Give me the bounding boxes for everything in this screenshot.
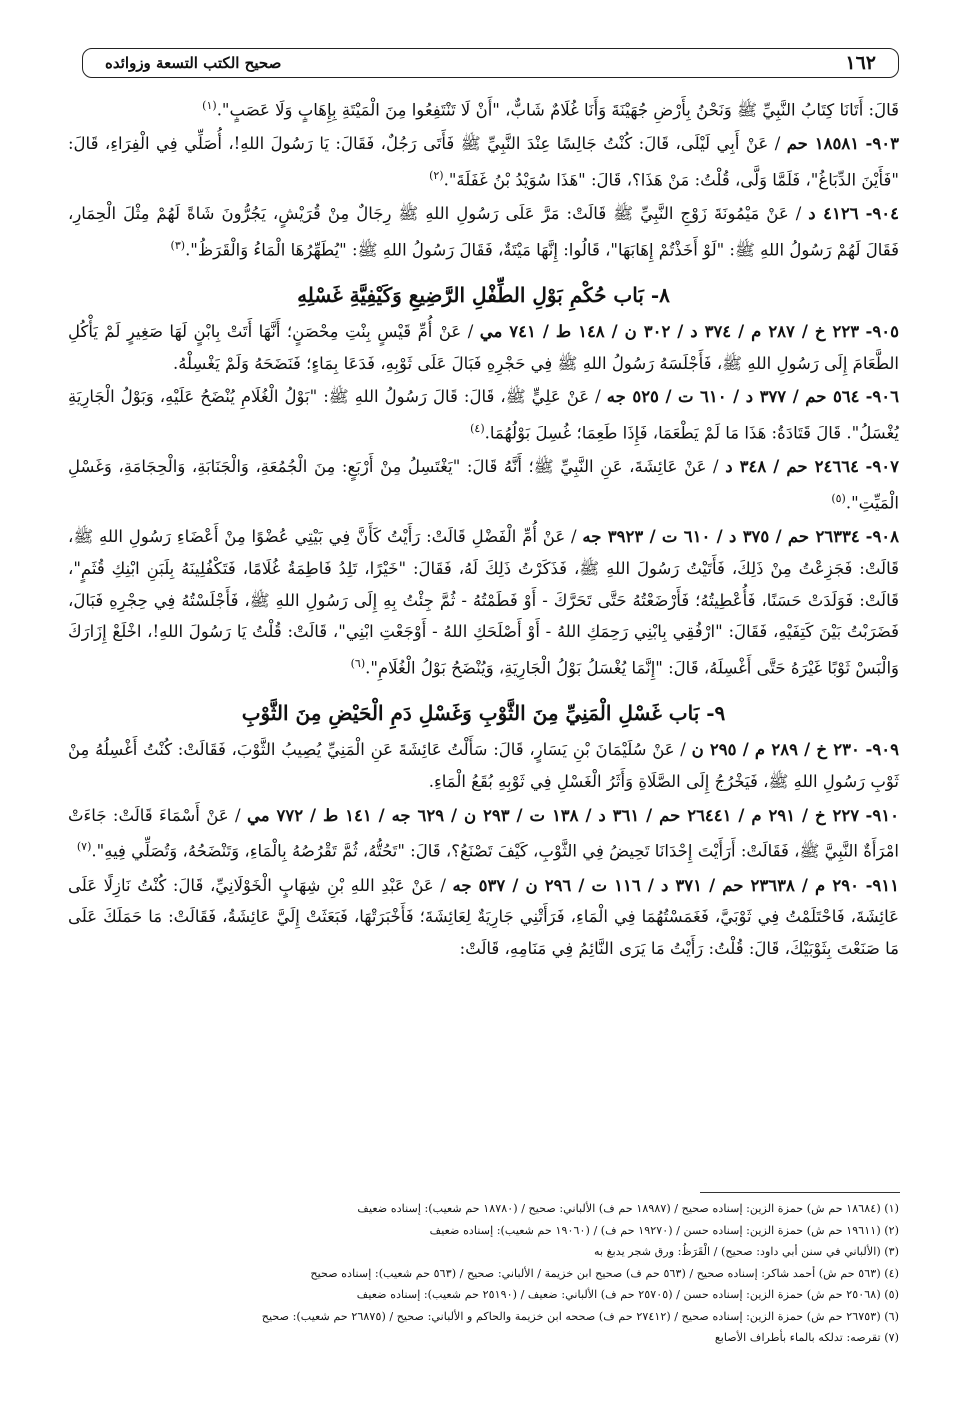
hadith-references: ٢٣٠ خ / ٢٨٩ م / ٢٩٥ ن	[691, 740, 860, 760]
hadith-text: / عَنْ مَيْمُونَةَ زَوْجِ النَّبِيِّ ﷺ قَالَتْ: مَرَّ عَلَى رَسُولِ اللهِ ﷺ رِجَالٌ مِنْ قُرَيْشٍ، يَجُرُّونَ شَاةً لَهُمْ مِثْلَ الْحِمَارِ، فَقَالَ لَهُمْ رَسُولُ اللهِ ﷺ: "لَوْ أَخَذْتُمْ إِهَابَهَا"، قَالُوا: إِنَّهَا مَيْتَةٌ، فَقَالَ رَسُولُ اللهِ ﷺ: "يُطَهِّرُهَا الْمَاءُ وَالْقَرَظُ".	[68, 204, 899, 260]
footnote-marker[interactable]: (٧)	[76, 840, 92, 854]
footnote-2: (٢) (١٩٦١١ حم ش) حمزة الزين: إسناده حسن / (١٩٢٧٠ حم ف) / (١٩٠٦٠ حم شعيب): إسناده ضعيف	[429, 1223, 899, 1237]
hadith-references: ١٨٥٨١ حم	[786, 134, 860, 154]
book-title: صحيح الكتب التسعة وزوائده	[105, 54, 282, 72]
hadith-903	[68, 128, 899, 196]
hadith-911	[68, 870, 899, 965]
footnotes	[68, 1198, 899, 1408]
hadith-number: ٩٠٩-	[865, 740, 899, 760]
hadith-number: ٩٠٧-	[865, 457, 899, 477]
hadith-continuation	[68, 90, 899, 126]
chapter-heading-8: ٨- بَاب حُكْمِ بَوْلِ الطِّفْلِ الرَّضِيعِ وَكَيْفِيَّةِ غَسْلِهِ	[297, 283, 670, 308]
hadith-references: ٢٢٣ خ / ٢٨٧ م / ٣٧٤ د / ٣٠٢ ن / ١٤٨ ط / ٧٤١ مي	[479, 322, 860, 342]
hadith-references: ٢٤٦٦٤ حم / ٣٤٨ د	[725, 457, 859, 477]
hadith-references: ٢٦٣٣٤ حم / ٣٧٥ د / ٦١٠ ت / ٣٩٢٣ جه	[582, 527, 860, 547]
footnote-3: (٣) (الألباني في سنن أبي داود: صحيح) / الْقَرَظُ: ورق شجر يدبغ به	[594, 1245, 899, 1258]
hadith-number: ٩٠٣-	[865, 134, 899, 154]
chapter-heading-9: ٩- بَاب غَسْلِ الْمَنِيِّ مِنَ الثَّوْبِ وَغَسْلِ دَمِ الْحَيْضِ مِنَ الثَّوْبِ	[241, 701, 726, 726]
hadith-references: ٤١٢٦ د	[808, 204, 859, 224]
footnote-marker[interactable]: (٥)	[831, 492, 846, 506]
footnote-marker[interactable]: (٣)	[170, 238, 186, 252]
hadith-number: ٩٠٦-	[865, 387, 900, 407]
footnote-divider	[700, 1192, 900, 1193]
hadith-references: ٢٢٧ خ / ٢٩١ م / ٢٦٤٤١ حم / ٣٦١ د / ١٣٨ ت / ٢٩٣ ن / ٦٢٩ جه / ١٤١ ط / ٧٧٢ مي	[247, 805, 860, 825]
footnote-5: (٥) (٢٥٠٦٨ حم ش) حمزة الزين: إسناده حسن / (٢٥٧٠٥ حم ف) الألباني: ضعيف / (٢٥١٩٠ حم شعيب): إسناده ضعيف	[356, 1288, 899, 1301]
hadith-text: / عَنْ أَبِي لَيْلَى، قَالَ: كُنْتُ جَالِسًا عِنْدَ النَّبِيِّ ﷺ فَأَتَى رَجُلٌ، فَقَالَ: يَا رَسُولَ اللهِ!، أُصَلِّي فِي الْفِرَاءِ، قَالَ: "فَأَيْنَ الدِّبَاغُ"، فَلَمَّا وَلَّى، قُلْتُ: مَنْ هَذَا؟، قَالَ: "هَذَا سُوَيْدُ بْنُ غَفَلَةَ".	[68, 134, 899, 190]
hadith-text: / عَنْ عَلِيٍّ ﷺ، قَالَ: قَالَ رَسُولُ اللهِ ﷺ: "بَوْلُ الْغُلَامِ يُنْضَحُ عَلَيْهِ، وَبَوْلُ الْجَارِيَةِ يُغْسَلُ". قَالَ قَتَادَةُ: هَذَا مَا لَمْ يَطْعَمَا، فَإِذَا طَعِمَا؛ غُسِلَ بَوْلُهُمَا.	[68, 387, 899, 443]
hadith-907	[68, 451, 899, 519]
hadith-text: / عَنْ عَبْدِ اللهِ بْنِ شِهَابٍ الْخَوْلَانِيِّ، قَالَ: كُنْتُ نَازِلًا عَلَى عَائِشَةَ، فَاحْتَلَمْتُ فِي ثَوْبَيَّ، فَغَمَسْتُهُمَا فِي الْمَاءِ، فَرَأَتْنِي جَارِيَةٌ لِعَائِشَةَ؛ فَأَخْبَرَتْهَا، فَبَعَثَتْ إِلَيَّ عَائِشَةُ، فَقَالَتْ: مَا حَمَلَكَ عَلَى مَا صَنَعْتَ بِثَوْبَيْكَ، قَالَ: قُلْتُ: رَأَيْتُ مَا يَرَى النَّائِمُ فِي مَنَامِهِ، قَالَتْ:	[68, 875, 899, 958]
page-number: ١٦٢	[845, 52, 876, 74]
hadith-904	[68, 198, 899, 266]
hadith-text: قَالَ: أَتَانَا كِتَابُ النَّبِيِّ ﷺ وَنَحْنُ بِأَرْضِ جُهَيْنَةَ وَأَنَا غُلَامٌ شَابٌّ، "أَنْ لَا تَنْتَفِعُوا مِنَ الْمَيْتَةِ بِإِهَابٍ وَلَا عَصَبٍ".	[216, 100, 899, 120]
hadith-text: / عَنْ سُلَيْمَانَ بْنِ يَسَارٍ، قَالَ: سَأَلْتُ عَائِشَةَ عَنِ الْمَنِيِّ يُصِيبُ الثَّوْبَ، فَقَالَتْ: كُنْتُ أَغْسِلُهُ مِنْ ثَوْبِ رَسُولِ اللهِ ﷺ، فَيَخْرُجُ إِلَى الصَّلَاةِ وَأَثَرُ الْغَسْلِ فِي ثَوْبِهِ بُقَعُ الْمَاءِ.	[68, 740, 899, 791]
hadith-number: ٩١٠-	[865, 805, 899, 825]
page-header	[82, 48, 899, 78]
hadith-number: ٩٠٤-	[865, 204, 900, 224]
hadith-text: / عَنْ أُمِّ الْفَضْلِ قَالَتْ: رَأَيْتُ كَأَنَّ فِي بَيْتِي عُضْوًا مِنْ أَعْضَاءِ رَسُولِ اللهِ ﷺ، قَالَتْ: فَجَزِعْتُ مِنْ ذَلِكَ، فَأَتَيْتُ رَسُولَ اللهِ ﷺ، فَذَكَرْتُ ذَلِكَ لَهُ، فَقَالَ: "خَيْرًا، تَلِدُ فَاطِمَةُ غُلَامًا، فَتَكْفُلِينَهُ بِلَبَنِ ابْنِكِ قُثَمٍ"، قَالَتْ: فَوَلَدَتْ حَسَنًا، فَأُعْطِيتُهُ؛ فَأَرْضَعْتُهُ حَتَّى تَحَرَّكَ - أَوْ فَطَمْتُهُ - ثُمَّ جِئْتُ بِهِ إِلَى رَسُولِ اللهِ ﷺ، فَأَجْلَسْتُهُ فِي حِجْرِهِ فَبَالَ، فَضَرَبْتُ بَيْنَ كَتِفَيْهِ، فَقَالَ: "ارْفُقِي بِابْنِي رَحِمَكِ اللهُ - أَوْ أَصْلَحَكِ اللهُ - أَوْجَعْتِ ابْنِي"، قَالَتْ: قُلْتُ يَا رَسُولَ اللهِ!، اخْلَعْ إِزَارَكَ وَالْبَسْ ثَوْبًا غَيْرَهُ حَتَّى أَغْسِلَهُ، قَالَ: "إِنَّمَا يُغْسَلُ بَوْلُ الْجَارِيَةِ، وَيُنْضَحُ بَوْلُ الْغُلَامِ".	[68, 527, 899, 678]
hadith-text: / عَنْ أَسْمَاءَ قَالَتْ: جَاءَتْ امْرَأَةٌ النَّبِيَّ ﷺ، فَقَالَتْ: أَرَأَيْتَ إِحْدَانَا تَحِيضُ فِي الثَّوْبِ، كَيْفَ تَصْنَعُ؟، قَالَ: "تَحُتُّهُ، ثُمَّ تَقْرُصُهُ بِالْمَاءِ، وَتَنْضَحُهُ، وَتُصَلِّي فِيهِ".	[68, 805, 899, 861]
hadith-text: / عَنْ أُمِّ قَيْسٍ بِنْتِ مِحْصَنٍ؛ أَنَّهَا أَتَتْ بِابْنٍ لَهَا صَغِيرٍ لَمْ يَأْكُلِ الطَّعَامَ إِلَى رَسُولِ اللهِ ﷺ، فَأَجْلَسَهُ رَسُولُ اللهِ ﷺ فِي حَجْرِهِ فَبَالَ عَلَى ثَوْبِهِ، فَدَعَا بِمَاءٍ؛ فَنَضَحَهُ وَلَمْ يَغْسِلْهُ.	[68, 322, 899, 373]
hadith-908	[68, 521, 899, 684]
hadith-909	[68, 734, 899, 797]
footnote-marker[interactable]: (٢)	[429, 168, 444, 182]
main-text	[68, 90, 900, 958]
hadith-number: ٩٠٨-	[865, 527, 900, 547]
hadith-references: ٥٦٤ حم / ٣٧٧ د / ٦١٠ ت / ٥٢٥ جه	[606, 387, 860, 407]
hadith-references: ٢٩٠ م / ٢٣٦٣٨ حم / ٣٧١ د / ١١٦ ت / ٢٩٦ ن / ٥٣٧ جه	[452, 875, 859, 895]
footnote-4: (٤) (٥٦٣ حم ش) أحمد شاكر: إسناده صحيح / (٥٦٣ حم ف) صحيح ابن خزيمة / الألباني: صحيح / (٥٦٣ حم شعيب): إسناده صحيح	[310, 1266, 899, 1280]
hadith-905	[68, 316, 899, 379]
hadith-text: / عَنْ عَائِشَةَ، عَنِ النَّبِيِّ ﷺ؛ أَنَّهُ قَالَ: "يَغْتَسِلُ مِنْ أَرْبَعٍ: مِنَ الْجُمُعَةِ، وَالْجَنَابَةِ، وَالْحِجَامَةِ، وَغَسْلِ الْمَيِّتِ".	[68, 457, 899, 513]
footnote-marker[interactable]: (١)	[202, 99, 217, 112]
footnote-6: (٦) (٢٦٧٥٣ حم ش) حمزة الزين: إسناده صحيح / (٢٧٤١٢ حم ف) صححه ابن خزيمة والحاكم و الألباني: صحيح / (٢٦٨٧٥ حم شعيب): صحيح	[261, 1309, 899, 1323]
footnote-7: (٧) تقرصه: تدلكه بالماء بأطراف الأصابع	[714, 1331, 899, 1344]
hadith-906	[68, 381, 899, 449]
footnote-1: (١) (١٨٦٨٤ حم ش) حمزة الزين: إسناده صحيح / (١٨٩٨٧ حم ف) الألباني: صحيح / (١٨٧٨٠ حم شعيب): إسناده ضعيف	[357, 1202, 899, 1215]
hadith-number: ٩٠٥-	[865, 322, 899, 342]
hadith-910	[68, 800, 899, 868]
footnote-marker[interactable]: (٦)	[350, 657, 366, 671]
footnote-marker[interactable]: (٤)	[470, 422, 485, 436]
hadith-number: ٩١١-	[865, 875, 900, 895]
